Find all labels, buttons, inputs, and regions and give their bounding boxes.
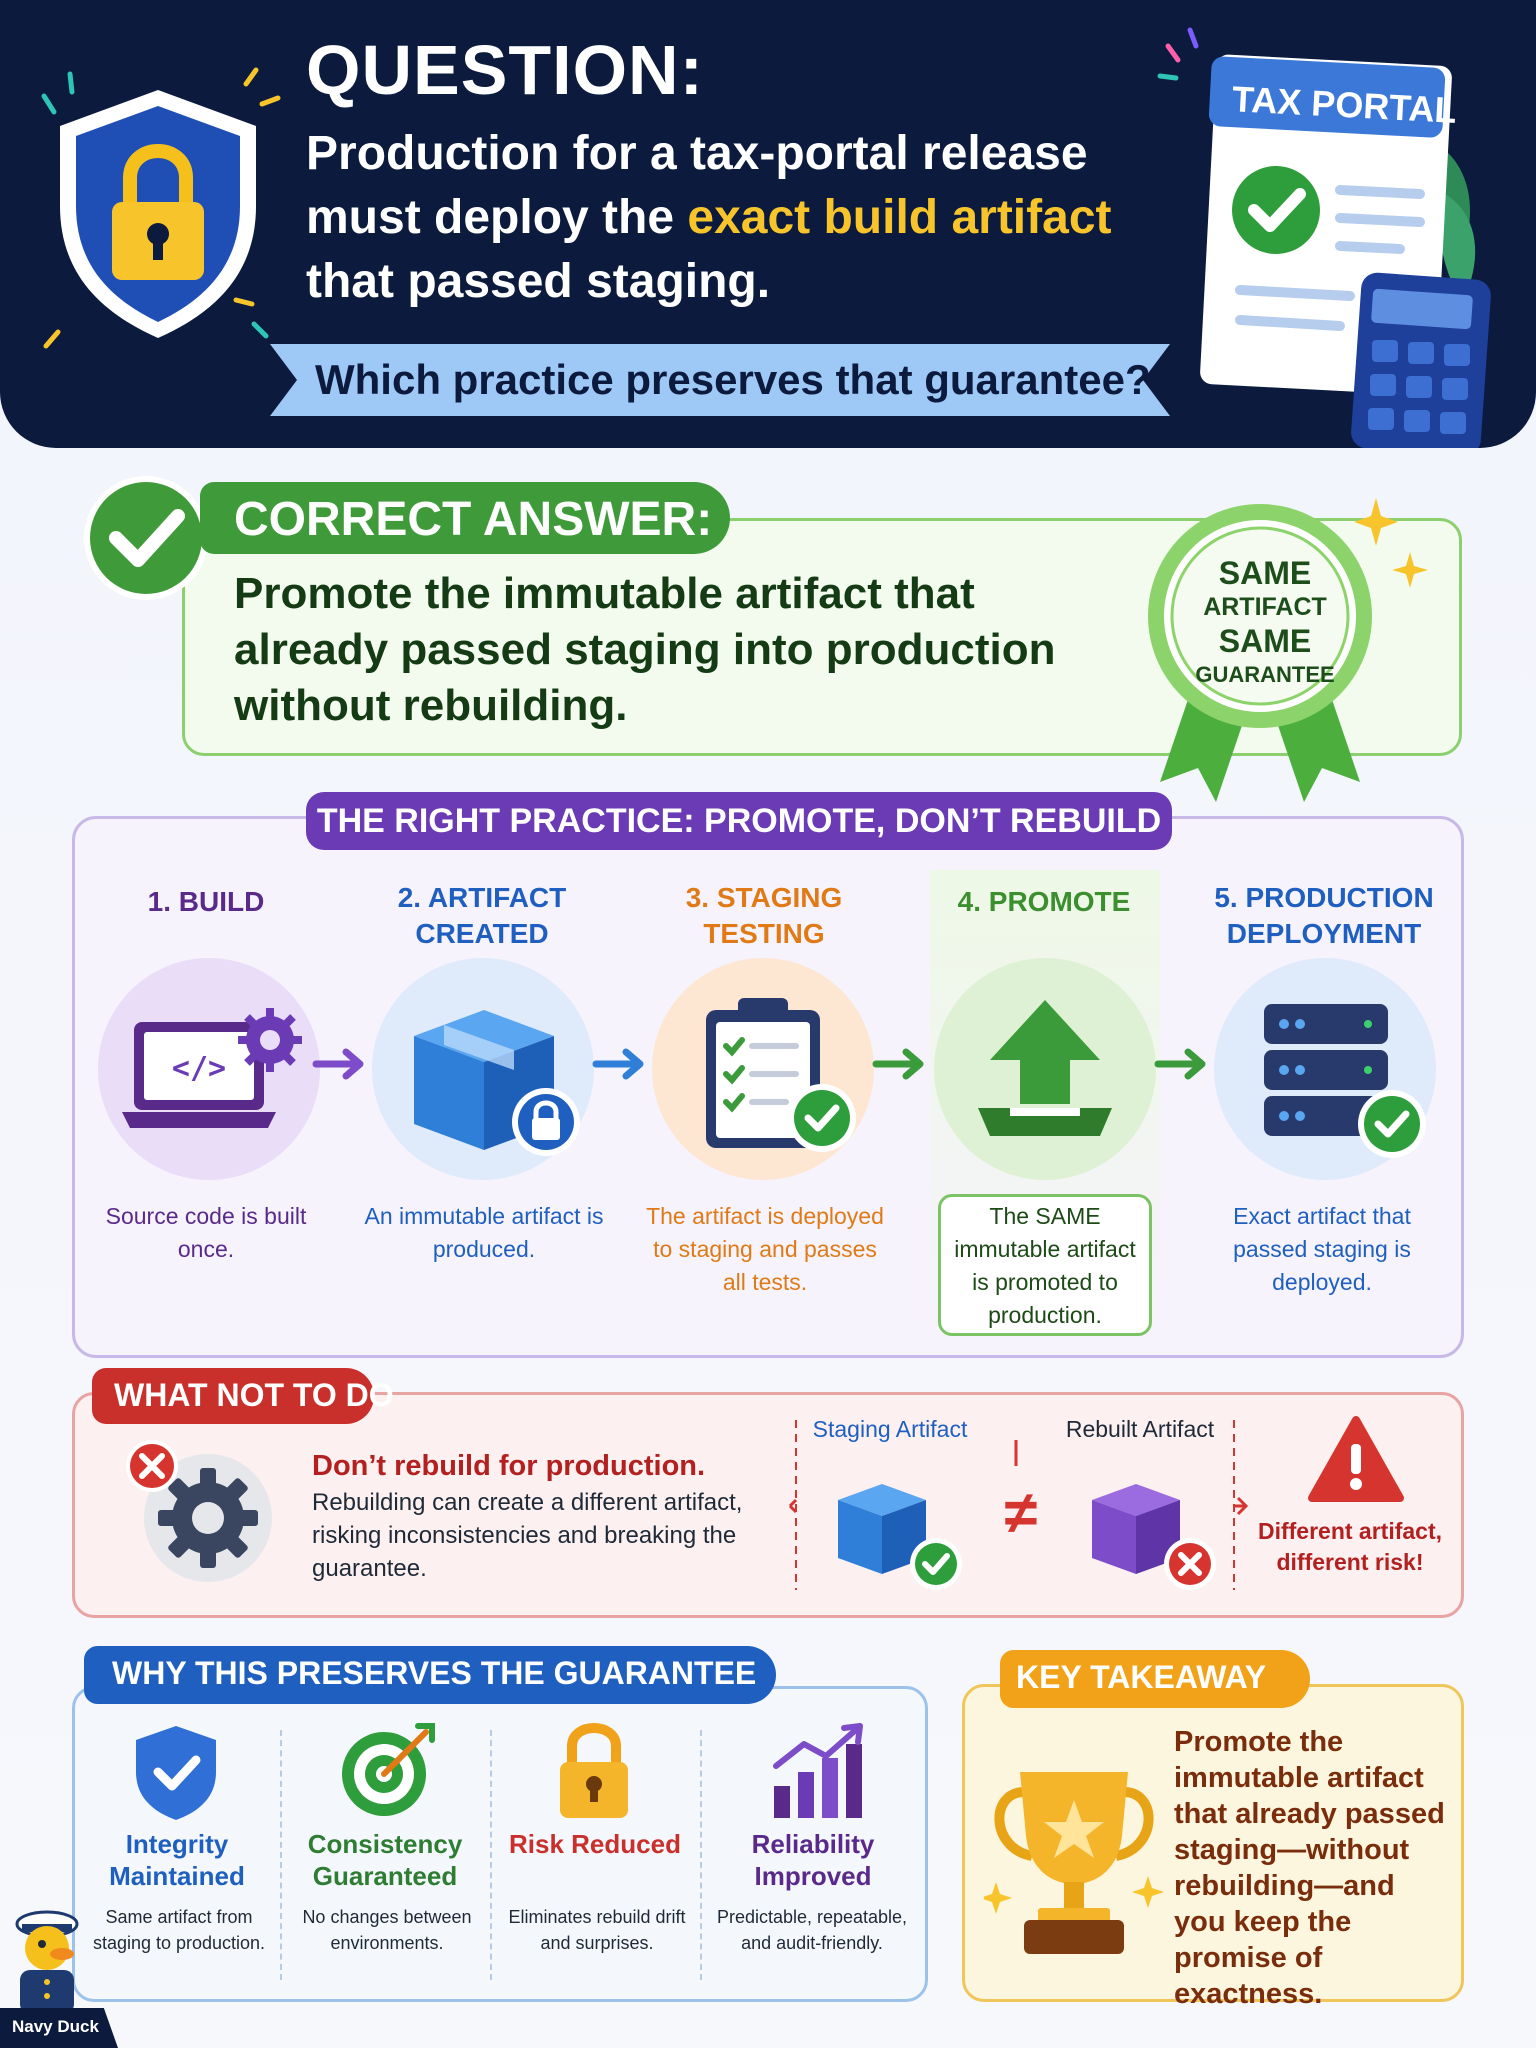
dont-rebuild-text: Rebuilding can create a different artifact, risking inconsistencies and breaking the guarantee. xyxy=(312,1489,743,1582)
bar-chart-icon xyxy=(768,1722,868,1822)
staging-artifact-box-icon xyxy=(832,1478,968,1592)
arrow-right-icon xyxy=(1154,1044,1214,1084)
why-consistency-desc: No changes between environments. xyxy=(302,1907,472,1953)
tax-portal-label: TAX PORTAL xyxy=(1231,78,1458,131)
step-build-title: 1. BUILD xyxy=(147,886,265,917)
svg-text:</>: </> xyxy=(171,1051,227,1086)
right-practice-title: THE RIGHT PRACTICE: PROMOTE, DON’T REBUILD xyxy=(316,802,1162,840)
why-divider xyxy=(700,1730,702,1980)
question-text xyxy=(306,122,1206,314)
clipboard-check-icon xyxy=(696,990,866,1160)
step-promote-desc: The SAME immutable artifact is promoted to production. xyxy=(954,1203,1136,1328)
badge-line-1: SAME xyxy=(1218,555,1312,591)
question-line-3: that passed staging. xyxy=(306,255,771,308)
mascot-name: Navy Duck xyxy=(12,2017,99,2036)
arrow-right-icon xyxy=(312,1044,372,1084)
correct-answer-text: Promote the immutable artifact that already passed staging into production without rebuilding. xyxy=(234,569,1056,730)
shield-check-icon xyxy=(130,1722,222,1822)
step-artifact-title: 2. ARTIFACT CREATED xyxy=(397,882,567,949)
target-icon xyxy=(338,1720,438,1820)
not-equal-sign: ≠ xyxy=(1004,1479,1038,1546)
why-reliability-title: Reliability Improved xyxy=(751,1829,875,1891)
staging-artifact-label: Staging Artifact xyxy=(812,1416,968,1442)
star-sparkle-icon xyxy=(1350,496,1430,606)
step-staging-title: 3. STAGING TESTING xyxy=(685,882,843,949)
why-reliability-desc: Predictable, repeatable, and audit-friendly. xyxy=(716,1907,908,1953)
step-staging-desc: The artifact is deployed to staging and passes all tests. xyxy=(646,1203,884,1295)
upload-arrow-icon xyxy=(970,996,1120,1146)
question-line-2 xyxy=(306,186,1206,250)
trophy-icon xyxy=(984,1752,1164,1962)
what-not-to-do-label: WHAT NOT TO DO xyxy=(114,1377,394,1413)
badge-line-2: ARTIFACT xyxy=(1203,593,1327,621)
why-integrity-desc: Same artifact from staging to production. xyxy=(92,1907,266,1953)
why-risk-desc: Eliminates rebuild drift and surprises. xyxy=(508,1907,686,1953)
key-takeaway-title: KEY TAKEAWAY xyxy=(1016,1659,1267,1695)
rebuilt-artifact-label: Rebuilt Artifact xyxy=(1065,1416,1215,1442)
server-check-icon xyxy=(1256,1000,1446,1160)
gear-error-icon xyxy=(120,1438,280,1588)
navy-duck-mascot-icon xyxy=(10,1906,84,2016)
step-production-title: 5. PRODUCTION DEPLOYMENT xyxy=(1214,882,1434,949)
question-heading: QUESTION: xyxy=(306,31,704,109)
locked-box-icon xyxy=(400,1000,590,1160)
question-line-2-prefix: must deploy the xyxy=(306,191,688,244)
step-artifact-desc: An immutable artifact is produced. xyxy=(364,1203,604,1262)
step-promote-title: 4. PROMOTE xyxy=(957,886,1131,917)
arrow-right-icon xyxy=(872,1044,932,1084)
dont-rebuild-heading: Don’t rebuild for production. xyxy=(312,1450,706,1482)
question-banner-text: Which practice preserves that guarantee? xyxy=(315,356,1151,403)
shield-lock-icon xyxy=(52,86,264,342)
different-risk-text: Different artifact, different risk! xyxy=(1257,1518,1443,1575)
rebuilt-artifact-box-icon xyxy=(1086,1478,1222,1592)
what-not-to-do-panel xyxy=(72,1392,1464,1618)
question-header xyxy=(0,0,1536,448)
arrow-right-icon xyxy=(592,1044,652,1084)
padlock-icon xyxy=(554,1718,634,1822)
why-title: WHY THIS PRESERVES THE GUARANTEE xyxy=(112,1655,757,1691)
step-build-desc: Source code is built once. xyxy=(105,1203,307,1262)
question-line-1: Production for a tax-portal release xyxy=(306,127,1088,180)
warning-icon xyxy=(1306,1414,1406,1504)
why-integrity-title: Integrity Maintained xyxy=(109,1829,245,1891)
laptop-code-icon xyxy=(118,1004,308,1144)
check-circle-icon xyxy=(80,472,212,604)
question-highlight: exact build artifact xyxy=(687,191,1112,244)
why-consistency-title: Consistency Guaranteed xyxy=(307,1829,463,1891)
key-takeaway-text: Promote the immutable artifact that already passed staging—without rebuilding—and you keep the promise of exactness. xyxy=(1174,1726,1445,2010)
badge-line-4: GUARANTEE xyxy=(1195,662,1335,687)
badge-line-3: SAME xyxy=(1218,623,1312,659)
why-risk-title: Risk Reduced xyxy=(509,1829,681,1859)
same-artifact-badge-text xyxy=(1180,556,1350,692)
correct-answer-label: CORRECT ANSWER: xyxy=(234,493,713,546)
step-production-desc: Exact artifact that passed staging is deployed. xyxy=(1233,1203,1411,1295)
